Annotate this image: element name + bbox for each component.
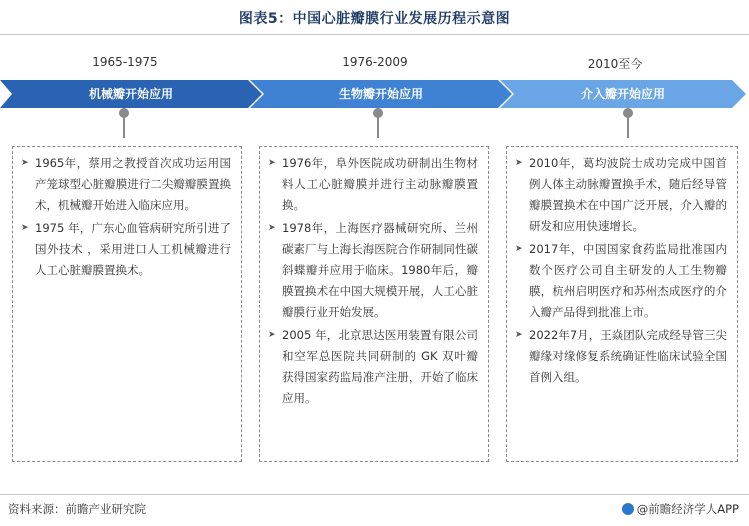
- stage-band-1: [0, 80, 262, 108]
- stage-band-3: [500, 80, 746, 108]
- arrow-bullet-icon: ➤: [268, 330, 276, 340]
- brand-text: @前瞻经济学人APP: [636, 502, 739, 516]
- stage3-item: [515, 239, 727, 323]
- bottom-rule: [0, 494, 749, 495]
- connector-stem-2: [377, 108, 379, 138]
- brand-mark: [622, 501, 739, 517]
- arrow-bullet-icon: ➤: [268, 158, 276, 168]
- stage2-item: [268, 325, 478, 409]
- arrow-bullet-icon: ➤: [21, 158, 29, 168]
- stage3-item: [515, 325, 727, 388]
- stage-label-3: 介入瓣开始应用: [580, 87, 665, 101]
- arrow-bullet-icon: ➤: [515, 330, 523, 340]
- stage3-item-text: 2022年7月，王焱团队完成经导管三尖瓣缘对缘修复系统确证性临床试验全国首例入组。: [529, 328, 727, 384]
- stage3-item-text: 2017年，中国国家食药监局批准国内数个医疗公司自主研发的人工生物瓣膜，杭州启明医疗和苏州杰成医疗的介入瓣产品得到批准上市。: [529, 242, 727, 319]
- period-label-1: 1965-1975: [92, 55, 158, 69]
- connector-stem-3: [627, 108, 629, 138]
- stage2-item: [268, 218, 478, 323]
- stage2-item-text: 1976年，阜外医院成功研制出生物材料人工心脏瓣膜并进行主动脉瓣膜置换。: [282, 156, 478, 212]
- stage-box-2: [259, 146, 489, 462]
- stage-box-1: [12, 146, 242, 462]
- arrow-bullet-icon: ➤: [515, 158, 523, 168]
- stage-box-3: [506, 146, 738, 462]
- stage2-item-text: 2005 年，北京思达医用装置有限公司和空军总医院共同研制的 GK 双叶瓣获得国家药监局准产注册，开始了临床应用。: [282, 328, 478, 405]
- arrow-bullet-icon: ➤: [21, 223, 29, 233]
- top-rule: [0, 34, 749, 35]
- stage2-item: [268, 153, 478, 216]
- stage3-item-text: 2010年，葛均波院士成功完成中国首例人体主动脉瓣置换手术，随后经导管瓣膜置换术在中国广泛开展，介入瓣的研发和应用快速增长。: [529, 156, 727, 233]
- arrow-bullet-icon: ➤: [268, 223, 276, 233]
- stage1-item: [21, 218, 231, 281]
- stage1-item-text: 1965年，蔡用之教授首次成功运用国产笼球型心脏瓣膜进行二尖瓣瓣膜置换术，机械瓣开始进入临床应用。: [35, 156, 231, 212]
- stage1-item-text: 1975 年，广东心血管病研究所引进了国外技术 ，采用进口人工机械瓣进行人工心脏瓣膜置换术。: [35, 221, 231, 277]
- stage3-item: [515, 153, 727, 237]
- chart-title: 图表5：中国心脏瓣膜行业发展历程示意图: [238, 11, 511, 27]
- stage1-item: [21, 153, 231, 216]
- stage-label-1: 机械瓣开始应用: [88, 87, 173, 101]
- brand-logo-icon: [622, 503, 634, 515]
- stage-band-2: [250, 80, 512, 108]
- stage2-item-text: 1978年，上海医疗器械研究所、兰州碳素厂与上海长海医院合作研制同性碳斜蝶瓣并应用于临床。1980年后，瓣膜置换术在中国大规模开展，人工心脏瓣膜行业开始发展。: [282, 221, 478, 319]
- stage-label-2: 生物瓣开始应用: [338, 87, 423, 101]
- period-label-2: 1976-2009: [342, 55, 408, 69]
- source-note: 资料来源：前瞻产业研究院: [8, 502, 146, 516]
- arrow-bullet-icon: ➤: [515, 244, 523, 254]
- period-label-3: 2010至今: [587, 57, 643, 71]
- connector-stem-1: [123, 108, 125, 138]
